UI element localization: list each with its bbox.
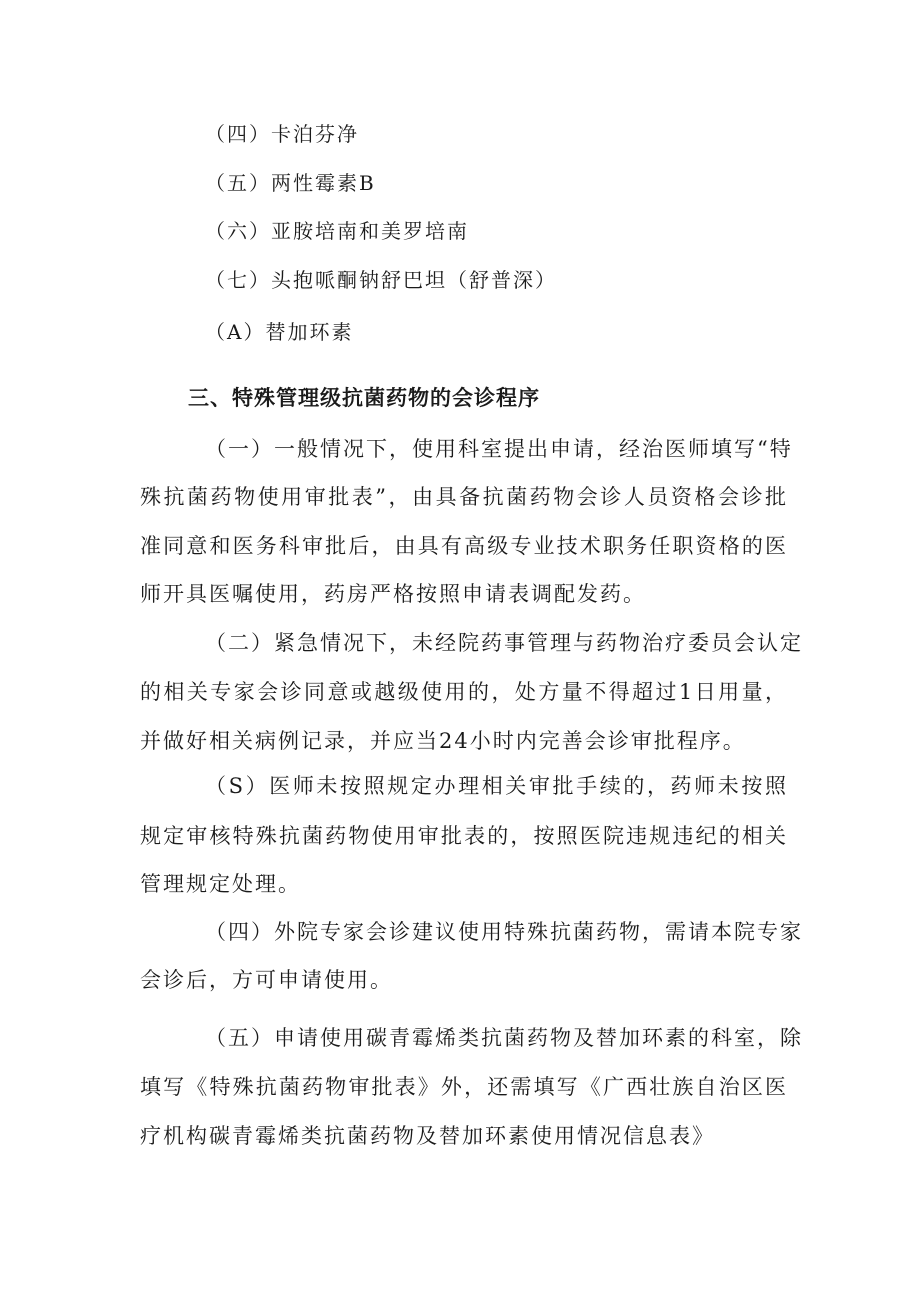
paragraph-2-line-2: 的相关专家会诊同意或越级使用的，处方量不得超过1日用量， xyxy=(140,680,788,704)
paragraph-1-line-4: 师开具医嘱使用，药房严格按照申请表调配发药。 xyxy=(140,582,646,606)
paragraph-4-line-1: （四）外院专家会诊建议使用特殊抗菌药物，需请本院专家 xyxy=(205,920,803,944)
paragraph-1-line-2: 殊抗菌药物使用审批表”，由具备抗菌药物会诊人员资格会诊批 xyxy=(140,485,788,509)
paragraph-1-line-3: 准同意和医务科审批后，由具有高级专业技术职务任职资格的医 xyxy=(140,534,788,558)
paragraph-3-line-3: 管理规定处理。 xyxy=(140,872,301,896)
list-item-tigecycline: （A）替加环素 xyxy=(205,320,354,344)
list-item-caspofungin: （四）卡泊芬净 xyxy=(205,122,359,146)
paragraph-3-line-1: （S）医师未按照规定办理相关审批手续的，药师未按照 xyxy=(205,774,788,798)
list-item-cefoperazone-sulbactam: （七）头抱哌酮钠舒巴坦（舒普深） xyxy=(205,268,557,292)
paragraph-2-line-3: 并做好相关病例记录，并应当24小时内完善会诊审批程序。 xyxy=(140,729,746,753)
list-item-imipenem-meropenem: （六）亚胺培南和美罗培南 xyxy=(205,219,469,243)
paragraph-1-line-1: （一）一般情况下，使用科室提出申请，经治医师填写“特 xyxy=(205,437,793,461)
paragraph-4-line-2: 会诊后，方可申请使用。 xyxy=(140,968,393,992)
paragraph-5-line-1: （五）申请使用碳青霉烯类抗菌药物及替加环素的科室，除 xyxy=(205,1026,803,1050)
paragraph-5-line-2: 填写《特殊抗菌药物审批表》外，还需填写《广西壮族自治区医 xyxy=(140,1075,788,1099)
paragraph-5-line-3: 疗机构碳青霉烯类抗菌药物及替加环素使用情况信息表》 xyxy=(140,1124,715,1148)
section-heading: 三、特殊管理级抗菌药物的会诊程序 xyxy=(188,386,540,410)
paragraph-2-line-1: （二）紧急情况下，未经院药事管理与药物治疗委员会认定 xyxy=(205,631,803,655)
list-item-amphotericin-b: （五）两性霉素B xyxy=(205,171,376,195)
paragraph-3-line-2: 规定审核特殊抗菌药物使用审批表的，按照医院违规违纪的相关 xyxy=(140,824,788,848)
